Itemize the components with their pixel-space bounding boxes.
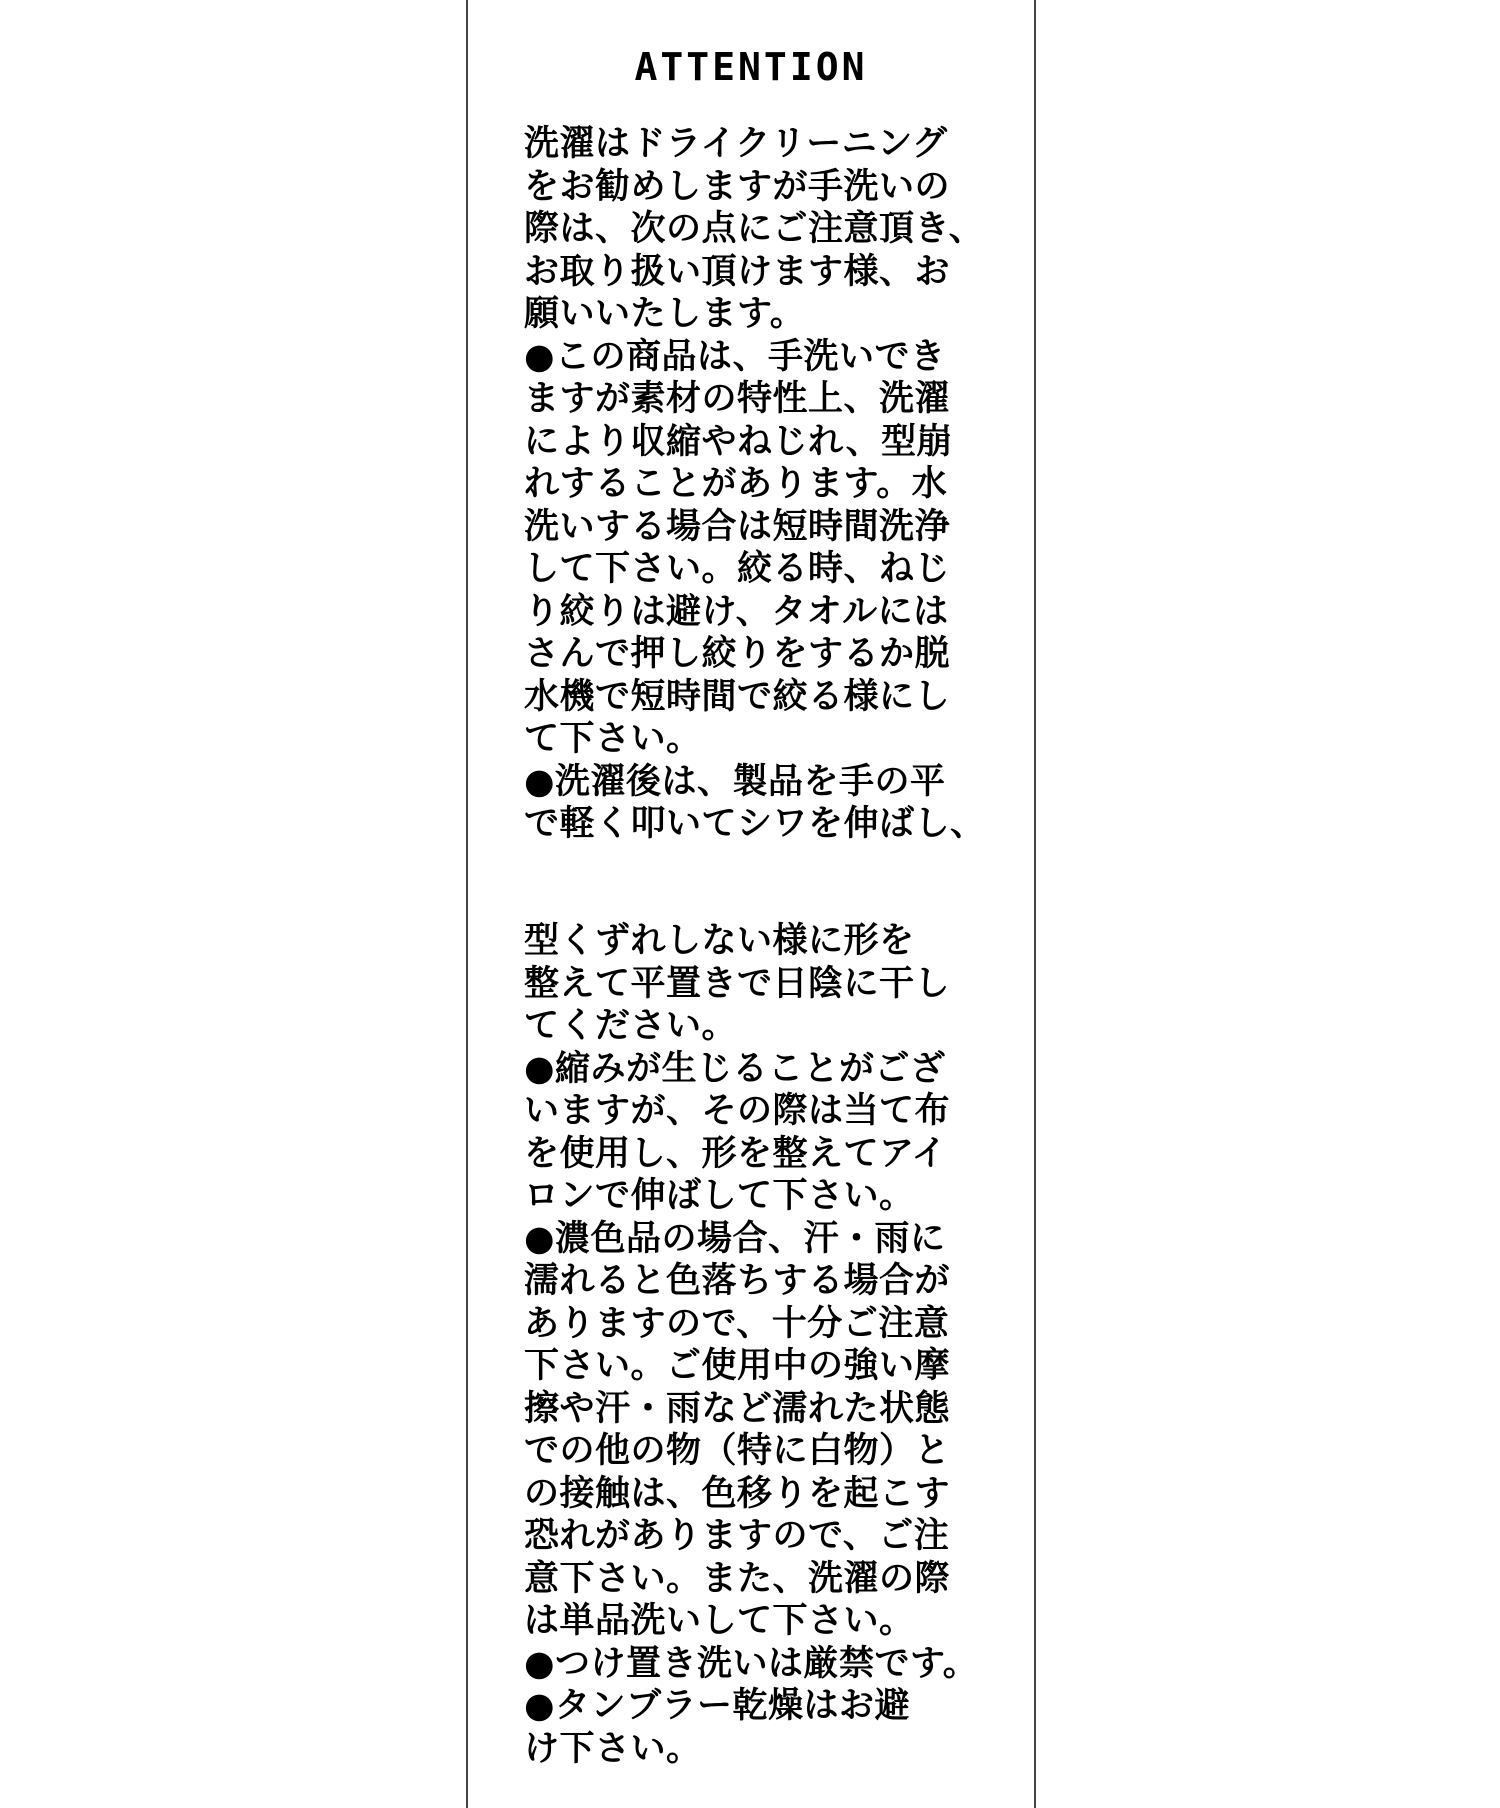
text-line: 整えて平置きで日陰に干し: [524, 963, 951, 1004]
text-line: 洗いする場合は短時間洗浄: [524, 506, 951, 547]
text-line: ●濃色品の場合、汗・雨に: [524, 1218, 946, 1259]
text-line: いますが、その際は当て布: [524, 1091, 951, 1131]
text-line: ありますので、十分ご注意: [524, 1303, 950, 1344]
text-line: 際は、次の点にご注意頂き、: [524, 209, 985, 249]
text-line: をお勧めしますが手洗いの: [524, 166, 951, 207]
text-line: 意下さい。また、洗濯の際: [524, 1558, 951, 1599]
text-line: での他の物（特に白物）と: [524, 1431, 951, 1471]
text-line: 水機で短時間で絞る様にし: [524, 676, 951, 717]
text-line: 下さい。ご使用中の強い摩: [524, 1346, 951, 1386]
text-line: ●この商品は、手洗いでき: [524, 336, 946, 377]
text-line: 恐れがありますので、ご注: [524, 1516, 950, 1556]
text-line: ●つけ置き洗いは厳禁です。: [524, 1643, 979, 1684]
text-line: ロンで伸ばして下さい。: [524, 1176, 915, 1216]
text-line: さんで押し絞りをするか脱: [524, 634, 951, 674]
text-line: ●タンブラー乾燥はお避: [524, 1686, 911, 1726]
text-line: 濡れると色落ちする場合が: [524, 1261, 951, 1301]
text-line: 願いいたします。: [524, 294, 806, 334]
text-line: により収縮やねじれ、型崩: [524, 421, 953, 462]
text-line: 型くずれしない様に形を: [524, 921, 915, 961]
text-line: ●洗濯後は、製品を手の平: [524, 761, 946, 802]
text-line: は単品洗いして下さい。: [524, 1601, 915, 1641]
text-line: を使用し、形を整えてアイ: [524, 1133, 947, 1174]
text-line: ますが素材の特性上、洗濯: [524, 379, 951, 419]
text-line: して下さい。絞る時、ねじ: [524, 549, 951, 589]
care-instructions-bottom: [524, 920, 994, 1770]
text-line: で軽く叩いてシワを伸ばし、: [524, 804, 986, 844]
text-line: け下さい。: [524, 1728, 702, 1769]
text-line: 洗濯はドライクリーニング: [524, 124, 948, 164]
care-label: [466, 0, 1036, 1808]
text-line: の接触は、色移りを起こす: [524, 1473, 951, 1514]
text-line: 擦や汗・雨など濡れた状態: [524, 1388, 951, 1429]
attention-title: ATTENTION: [634, 45, 868, 89]
text-line: れすることがあります。水: [524, 464, 948, 504]
care-instructions-top: [524, 123, 994, 846]
text-line: り絞りは避け、タオルには: [524, 591, 949, 632]
text-line: て下さい。: [524, 719, 702, 759]
text-line: ●縮みが生じることがござ: [524, 1048, 946, 1089]
text-line: てください。: [524, 1006, 738, 1046]
text-line: お取り扱い頂けます様、お: [524, 251, 951, 292]
